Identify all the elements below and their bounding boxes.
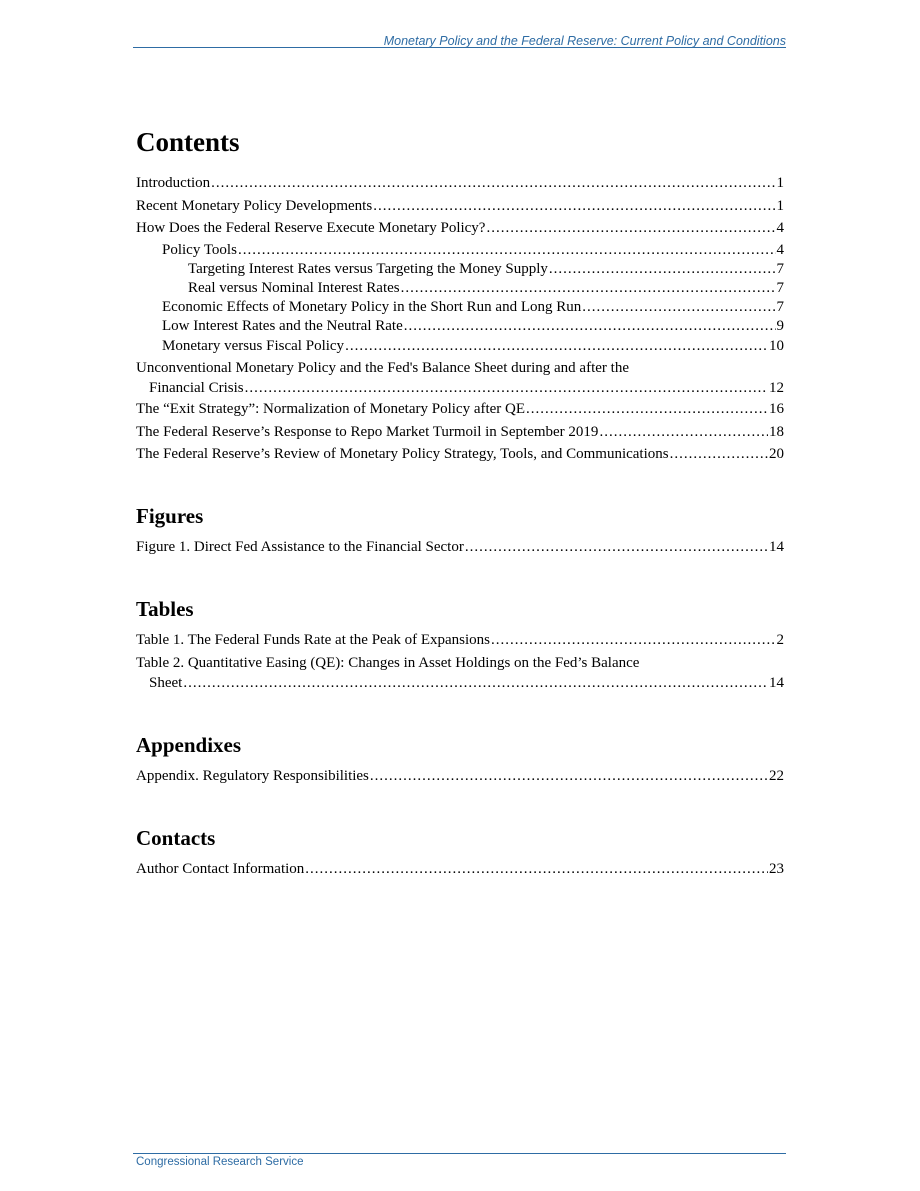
toc-entry-title: The “Exit Strategy”: Normalization of Monetary Policy after QE	[136, 401, 526, 417]
toc-entry-title: The Federal Reserve’s Response to Repo Market Turmoil in September 2019	[136, 424, 599, 440]
toc-entry-title: Policy Tools	[162, 242, 237, 258]
toc-entry-policy-tools[interactable]	[162, 241, 784, 259]
toc-entry-page: 14	[769, 675, 784, 691]
toc-entry-exit-strategy[interactable]	[136, 400, 784, 418]
toc-entry-table-2[interactable]	[136, 652, 784, 692]
toc-entry-page: 16	[769, 401, 784, 417]
toc-entry-title: Table 1. The Federal Funds Rate at the Peak of Expansions	[136, 632, 491, 648]
toc-entry-targeting-rates[interactable]	[188, 260, 784, 278]
toc-entry-page: 9	[776, 318, 784, 334]
toc-entry-page: 18	[769, 424, 784, 440]
appendixes-heading: Appendixes	[136, 733, 242, 757]
toc-entry-page: 4	[776, 220, 784, 236]
toc-entry-monetary-fiscal[interactable]	[162, 337, 784, 355]
running-header-title: Monetary Policy and the Federal Reserve: Current Policy and Conditions	[383, 34, 786, 48]
toc-entry-strategy-review[interactable]	[136, 445, 784, 463]
toc-entry-introduction[interactable]	[136, 174, 784, 192]
tables-heading: Tables	[136, 597, 194, 621]
toc-entry-page: 7	[776, 261, 784, 277]
toc-entry-title: Author Contact Information	[136, 861, 305, 877]
page-footer	[133, 1153, 786, 1168]
contents-heading: Contents	[136, 127, 240, 157]
toc-entry-author-contact[interactable]	[136, 860, 784, 878]
contacts-heading: Contacts	[136, 826, 216, 850]
toc-entry-title: Table 2. Quantitative Easing (QE): Changes in Asset Holdings on the Fed’s Balance	[136, 655, 640, 671]
toc-entry-title: How Does the Federal Reserve Execute Monetary Policy?	[136, 220, 486, 236]
toc-entry-page: 1	[776, 175, 784, 191]
running-header	[133, 33, 786, 48]
toc-entry-page: 4	[776, 242, 784, 258]
toc-entry-title: Appendix. Regulatory Responsibilities	[136, 768, 369, 784]
toc-entry-table-1[interactable]	[136, 631, 784, 649]
toc-entry-page: 2	[776, 632, 784, 648]
toc-entry-page: 7	[776, 280, 784, 296]
toc-entry-figure-1[interactable]	[136, 538, 784, 556]
toc-entry-title: Targeting Interest Rates versus Targeting the Money Supply	[188, 261, 548, 277]
toc-entry-title-continued: Sheet	[149, 675, 183, 691]
toc-entry-title: Figure 1. Direct Fed Assistance to the Financial Sector	[136, 539, 464, 555]
toc-entry-title: Unconventional Monetary Policy and the Fed's Balance Sheet during and after the	[136, 360, 629, 376]
toc-entry-title: Economic Effects of Monetary Policy in the Short Run and Long Run	[162, 299, 582, 315]
toc-entry-page: 10	[769, 338, 784, 354]
toc-entry-real-nominal[interactable]	[188, 279, 784, 297]
toc-entry-page: 7	[776, 299, 784, 315]
toc-entry-title: Introduction	[136, 175, 211, 191]
toc-entry-economic-effects[interactable]	[162, 298, 784, 316]
toc-entry-neutral-rate[interactable]	[162, 317, 784, 335]
toc-entry-page: 12	[769, 380, 784, 396]
toc-entry-page: 1	[776, 198, 784, 214]
toc-entry-title: The Federal Reserve’s Review of Monetary Policy Strategy, Tools, and Communications	[136, 446, 669, 462]
figures-heading: Figures	[136, 504, 204, 528]
toc-entry-page: 23	[769, 861, 784, 877]
toc-entry-title: Monetary versus Fiscal Policy	[162, 338, 345, 354]
toc-entry-title: Real versus Nominal Interest Rates	[188, 280, 400, 296]
toc-entry-title-continued: Financial Crisis	[149, 380, 244, 396]
toc-entry-page: 20	[769, 446, 784, 462]
toc-entry-title: Recent Monetary Policy Developments	[136, 198, 373, 214]
toc-entry-unconventional-policy[interactable]	[136, 357, 784, 397]
toc-entry-page: 22	[769, 768, 784, 784]
toc-entry-repo-turmoil[interactable]	[136, 423, 784, 441]
footer-publisher: Congressional Research Service	[136, 1156, 304, 1168]
toc-entry-title: Low Interest Rates and the Neutral Rate	[162, 318, 403, 334]
toc-entry-appendix[interactable]	[136, 767, 784, 785]
toc-entry-execute-policy[interactable]	[136, 219, 784, 237]
toc-entry-recent-developments[interactable]	[136, 197, 784, 215]
toc-entry-page: 14	[769, 539, 784, 555]
